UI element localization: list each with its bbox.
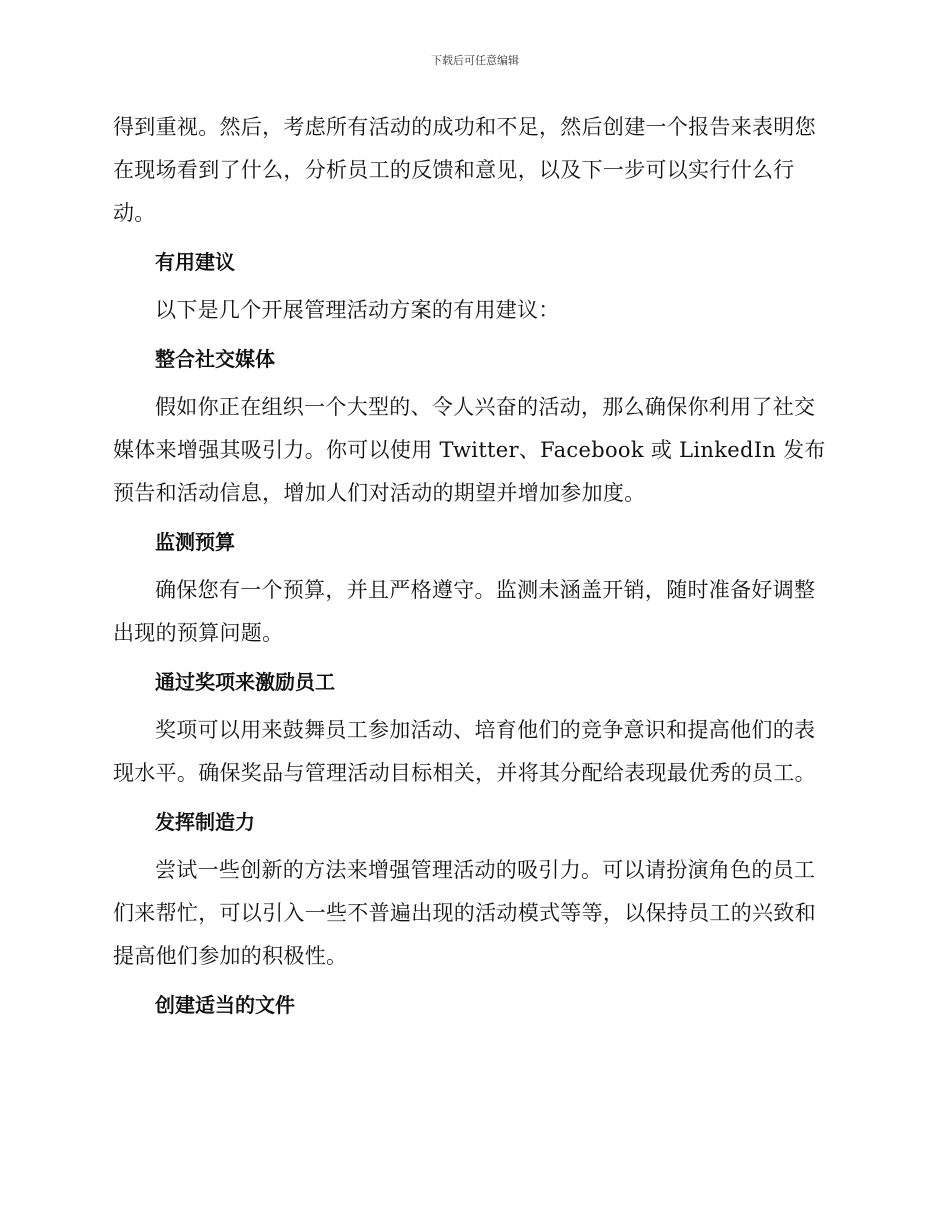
heading-awards: 通过奖项来激励员工: [155, 670, 335, 694]
page-header: 下载后可任意编辑: [431, 54, 519, 67]
heading-documents: 创建适当的文件: [155, 993, 295, 1017]
heading-creativity: 发挥制造力: [155, 810, 255, 834]
paragraph-creativity: 尝试一些创新的方法来增强管理活动的吸引力。可以请扮演角色的员工们来帮忙，可以引入一些不普遍出现的活动模式等等，以保持员工的兴致和提高他们参加的积极性。: [113, 858, 816, 968]
heading-social-media: 整合社交媒体: [155, 347, 275, 371]
document-body: [113, 106, 833, 1017]
paragraph-social-media: 假如你正在组织一个大型的、令人兴奋的活动，那么确保你利用了社交媒体来增强其吸引力。你可以使用 Twitter、Facebook 或 LinkedIn 发布预告和活动信息，增加人们对活动的期望并增加参加度。: [113, 395, 826, 505]
paragraph-budget: 确保您有一个预算，并且严格遵守。监测未涵盖开销，随时准备好调整出现的预算问题。: [113, 578, 816, 645]
paragraph-awards: 奖项可以用来鼓舞员工参加活动、培育他们的竞争意识和提高他们的表现水平。确保奖品与管理活动目标相关，并将其分配给表现最优秀的员工。: [113, 718, 816, 785]
paragraph-intro-tips: 以下是几个开展管理活动方案的有用建议：: [155, 298, 560, 322]
heading-budget: 监测预算: [155, 530, 235, 554]
heading-useful-tips: 有用建议: [155, 250, 235, 274]
paragraph-continuation: 得到重视。然后，考虑所有活动的成功和不足，然后创建一个报告来表明您在现场看到了什么，分析员工的反馈和意见，以及下一步可以实行什么行动。: [113, 115, 816, 225]
